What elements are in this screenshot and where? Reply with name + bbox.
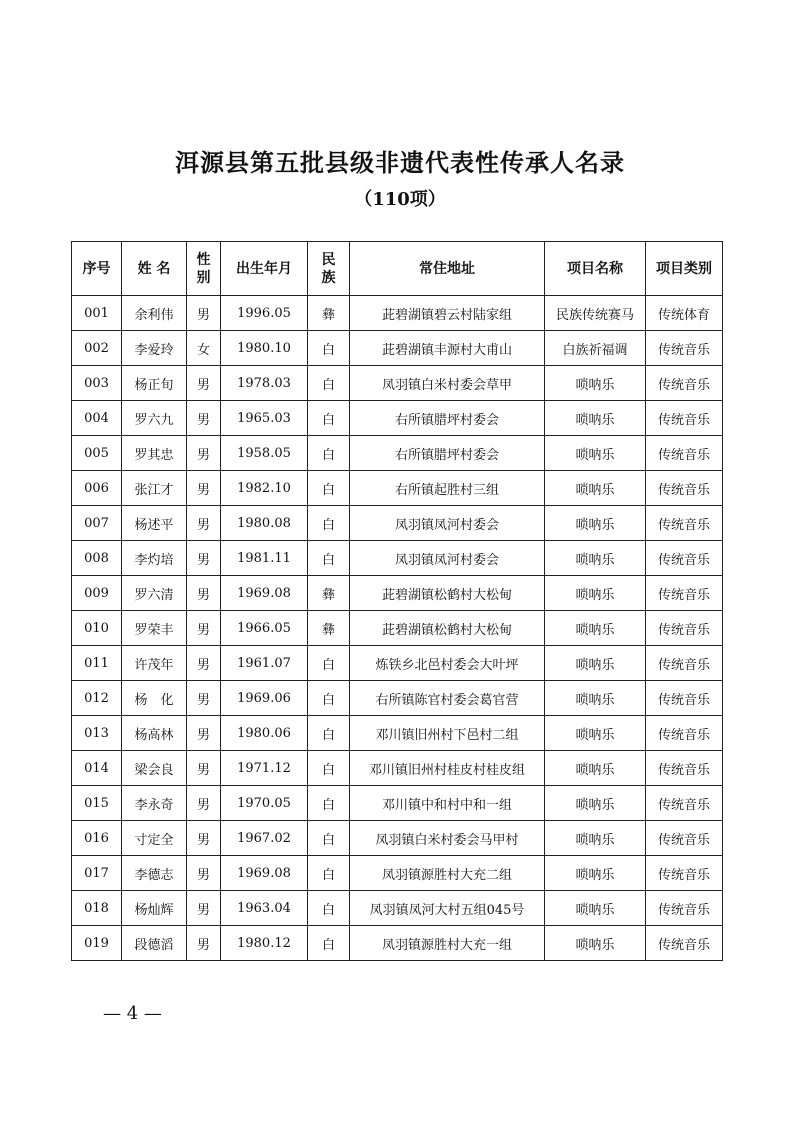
cell-birth: 1970.05 <box>221 786 308 821</box>
cell-gender: 男 <box>187 436 221 471</box>
cell-address: 右所镇腊坪村委会 <box>350 436 545 471</box>
cell-ethnic: 白 <box>308 891 350 926</box>
cell-ethnic: 白 <box>308 471 350 506</box>
cell-no: 013 <box>72 716 122 751</box>
cell-no: 019 <box>72 926 122 961</box>
cell-birth: 1965.03 <box>221 401 308 436</box>
cell-no: 010 <box>72 611 122 646</box>
cell-ethnic: 白 <box>308 716 350 751</box>
table-row <box>72 506 723 541</box>
cell-project: 唢呐乐 <box>545 786 646 821</box>
cell-ethnic: 白 <box>308 786 350 821</box>
cell-gender: 男 <box>187 751 221 786</box>
cell-birth: 1980.12 <box>221 926 308 961</box>
cell-name: 罗其忠 <box>122 436 187 471</box>
cell-category: 传统音乐 <box>646 681 723 716</box>
table-row <box>72 821 723 856</box>
cell-name: 李德志 <box>122 856 187 891</box>
cell-no: 011 <box>72 646 122 681</box>
cell-ethnic: 白 <box>308 401 350 436</box>
cell-address: 凤羽镇白米村委会草甲 <box>350 366 545 401</box>
cell-birth: 1978.03 <box>221 366 308 401</box>
page-title: 洱源县第五批县级非遗代表性传承人名录 <box>175 148 625 177</box>
cell-project: 白族祈福调 <box>545 331 646 366</box>
cell-no: 005 <box>72 436 122 471</box>
cell-project: 唢呐乐 <box>545 436 646 471</box>
cell-ethnic: 白 <box>308 646 350 681</box>
cell-project: 唢呐乐 <box>545 471 646 506</box>
header-project: 项目名称 <box>545 242 646 296</box>
cell-gender: 男 <box>187 926 221 961</box>
table-row <box>72 331 723 366</box>
table-body <box>72 296 723 961</box>
cell-address: 凤羽镇凤河村委会 <box>350 541 545 576</box>
cell-address: 凤羽镇凤河村委会 <box>350 506 545 541</box>
cell-project: 唢呐乐 <box>545 681 646 716</box>
table-row <box>72 681 723 716</box>
cell-gender: 男 <box>187 611 221 646</box>
cell-no: 018 <box>72 891 122 926</box>
cell-name: 余利伟 <box>122 296 187 331</box>
cell-category: 传统音乐 <box>646 576 723 611</box>
cell-birth: 1980.06 <box>221 716 308 751</box>
cell-category: 传统音乐 <box>646 786 723 821</box>
cell-category: 传统音乐 <box>646 926 723 961</box>
table-row <box>72 541 723 576</box>
cell-name: 杨灿辉 <box>122 891 187 926</box>
cell-gender: 男 <box>187 646 221 681</box>
cell-gender: 男 <box>187 786 221 821</box>
cell-project: 唢呐乐 <box>545 401 646 436</box>
cell-project: 唢呐乐 <box>545 646 646 681</box>
cell-birth: 1969.06 <box>221 681 308 716</box>
cell-gender: 男 <box>187 681 221 716</box>
cell-no: 012 <box>72 681 122 716</box>
cell-category: 传统音乐 <box>646 891 723 926</box>
cell-birth: 1996.05 <box>221 296 308 331</box>
cell-project: 唢呐乐 <box>545 576 646 611</box>
inheritor-table <box>71 241 723 961</box>
cell-gender: 男 <box>187 856 221 891</box>
cell-address: 凤羽镇白米村委会马甲村 <box>350 821 545 856</box>
cell-name: 梁会良 <box>122 751 187 786</box>
cell-name: 李灼培 <box>122 541 187 576</box>
cell-address: 右所镇陈官村委会葛官营 <box>350 681 545 716</box>
header-birth: 出生年月 <box>221 242 308 296</box>
cell-address: 凤羽镇凤河大村五组045号 <box>350 891 545 926</box>
cell-no: 008 <box>72 541 122 576</box>
cell-birth: 1969.08 <box>221 856 308 891</box>
cell-ethnic: 彝 <box>308 576 350 611</box>
cell-project: 唢呐乐 <box>545 856 646 891</box>
cell-gender: 男 <box>187 716 221 751</box>
cell-birth: 1967.02 <box>221 821 308 856</box>
cell-address: 邓川镇中和村中和一组 <box>350 786 545 821</box>
cell-ethnic: 白 <box>308 436 350 471</box>
table-row <box>72 611 723 646</box>
cell-ethnic: 白 <box>308 821 350 856</box>
cell-project: 唢呐乐 <box>545 926 646 961</box>
cell-project: 唢呐乐 <box>545 541 646 576</box>
cell-project: 唢呐乐 <box>545 891 646 926</box>
cell-category: 传统音乐 <box>646 366 723 401</box>
cell-category: 传统音乐 <box>646 331 723 366</box>
cell-no: 016 <box>72 821 122 856</box>
cell-project: 唢呐乐 <box>545 751 646 786</box>
header-no: 序号 <box>72 242 122 296</box>
cell-project: 唢呐乐 <box>545 716 646 751</box>
cell-address: 凤羽镇源胜村大充一组 <box>350 926 545 961</box>
cell-category: 传统音乐 <box>646 471 723 506</box>
cell-no: 001 <box>72 296 122 331</box>
cell-gender: 男 <box>187 541 221 576</box>
table-row <box>72 646 723 681</box>
cell-gender: 男 <box>187 576 221 611</box>
cell-birth: 1981.11 <box>221 541 308 576</box>
cell-birth: 1963.04 <box>221 891 308 926</box>
cell-birth: 1980.08 <box>221 506 308 541</box>
cell-ethnic: 白 <box>308 681 350 716</box>
cell-name: 李永奇 <box>122 786 187 821</box>
table-row <box>72 716 723 751</box>
cell-name: 李爱玲 <box>122 331 187 366</box>
table-row <box>72 436 723 471</box>
cell-project: 唢呐乐 <box>545 506 646 541</box>
cell-no: 015 <box>72 786 122 821</box>
cell-ethnic: 白 <box>308 751 350 786</box>
cell-no: 004 <box>72 401 122 436</box>
table-header-row <box>72 242 723 296</box>
cell-birth: 1966.05 <box>221 611 308 646</box>
cell-gender: 女 <box>187 331 221 366</box>
cell-project: 唢呐乐 <box>545 366 646 401</box>
cell-gender: 男 <box>187 366 221 401</box>
cell-ethnic: 白 <box>308 366 350 401</box>
cell-category: 传统音乐 <box>646 856 723 891</box>
cell-gender: 男 <box>187 471 221 506</box>
cell-name: 罗六九 <box>122 401 187 436</box>
cell-name: 杨述平 <box>122 506 187 541</box>
header-ethnic <box>308 242 350 296</box>
cell-category: 传统音乐 <box>646 541 723 576</box>
cell-no: 014 <box>72 751 122 786</box>
cell-gender: 男 <box>187 506 221 541</box>
cell-address: 邓川镇旧州村下邑村二组 <box>350 716 545 751</box>
header-ethnic-line2: 族 <box>321 269 336 286</box>
cell-name: 杨正旬 <box>122 366 187 401</box>
header-address: 常住地址 <box>350 242 545 296</box>
header-gender-line1: 性 <box>196 251 211 268</box>
table-row <box>72 576 723 611</box>
page-number: — 4 — <box>103 1003 162 1024</box>
cell-birth: 1958.05 <box>221 436 308 471</box>
cell-category: 传统音乐 <box>646 506 723 541</box>
cell-ethnic: 彝 <box>308 611 350 646</box>
cell-category: 传统音乐 <box>646 436 723 471</box>
table-row <box>72 296 723 331</box>
cell-address: 右所镇起胜村三组 <box>350 471 545 506</box>
cell-category: 传统音乐 <box>646 821 723 856</box>
table-row <box>72 471 723 506</box>
cell-ethnic: 白 <box>308 856 350 891</box>
cell-address: 茈碧湖镇松鹤村大松甸 <box>350 576 545 611</box>
cell-category: 传统音乐 <box>646 646 723 681</box>
cell-project: 民族传统赛马 <box>545 296 646 331</box>
cell-birth: 1969.08 <box>221 576 308 611</box>
cell-address: 右所镇腊坪村委会 <box>350 401 545 436</box>
table-row <box>72 891 723 926</box>
cell-address: 邓川镇旧州村桂皮村桂皮组 <box>350 751 545 786</box>
cell-gender: 男 <box>187 296 221 331</box>
cell-name: 许茂年 <box>122 646 187 681</box>
cell-name: 罗六清 <box>122 576 187 611</box>
cell-gender: 男 <box>187 891 221 926</box>
cell-category: 传统音乐 <box>646 401 723 436</box>
cell-name: 寸定全 <box>122 821 187 856</box>
cell-ethnic: 白 <box>308 506 350 541</box>
cell-ethnic: 白 <box>308 541 350 576</box>
cell-name: 杨高林 <box>122 716 187 751</box>
cell-birth: 1971.12 <box>221 751 308 786</box>
cell-address: 凤羽镇源胜村大充二组 <box>350 856 545 891</box>
cell-gender: 男 <box>187 821 221 856</box>
cell-name: 张江才 <box>122 471 187 506</box>
cell-ethnic: 白 <box>308 331 350 366</box>
table-row <box>72 401 723 436</box>
table-row <box>72 366 723 401</box>
cell-ethnic: 彝 <box>308 296 350 331</box>
cell-name: 段德滔 <box>122 926 187 961</box>
table-row <box>72 786 723 821</box>
cell-address: 炼铁乡北邑村委会大叶坪 <box>350 646 545 681</box>
header-ethnic-line1: 民 <box>321 251 336 268</box>
cell-no: 003 <box>72 366 122 401</box>
cell-category: 传统体育 <box>646 296 723 331</box>
cell-gender: 男 <box>187 401 221 436</box>
table-row <box>72 856 723 891</box>
table-row <box>72 926 723 961</box>
cell-name: 杨 化 <box>122 681 187 716</box>
cell-category: 传统音乐 <box>646 751 723 786</box>
cell-category: 传统音乐 <box>646 611 723 646</box>
cell-project: 唢呐乐 <box>545 821 646 856</box>
page-subtitle: （110项） <box>354 189 446 210</box>
cell-birth: 1982.10 <box>221 471 308 506</box>
header-category: 项目类别 <box>646 242 723 296</box>
cell-no: 006 <box>72 471 122 506</box>
table-row <box>72 751 723 786</box>
cell-no: 009 <box>72 576 122 611</box>
cell-no: 007 <box>72 506 122 541</box>
cell-category: 传统音乐 <box>646 716 723 751</box>
cell-address: 茈碧湖镇丰源村大甫山 <box>350 331 545 366</box>
header-gender <box>187 242 221 296</box>
cell-no: 017 <box>72 856 122 891</box>
cell-address: 茈碧湖镇松鹤村大松甸 <box>350 611 545 646</box>
header-gender-line2: 别 <box>196 269 211 286</box>
cell-birth: 1961.07 <box>221 646 308 681</box>
cell-project: 唢呐乐 <box>545 611 646 646</box>
cell-no: 002 <box>72 331 122 366</box>
header-name: 姓 名 <box>122 242 187 296</box>
cell-address: 茈碧湖镇碧云村陆家组 <box>350 296 545 331</box>
cell-ethnic: 白 <box>308 926 350 961</box>
cell-name: 罗荣丰 <box>122 611 187 646</box>
cell-birth: 1980.10 <box>221 331 308 366</box>
